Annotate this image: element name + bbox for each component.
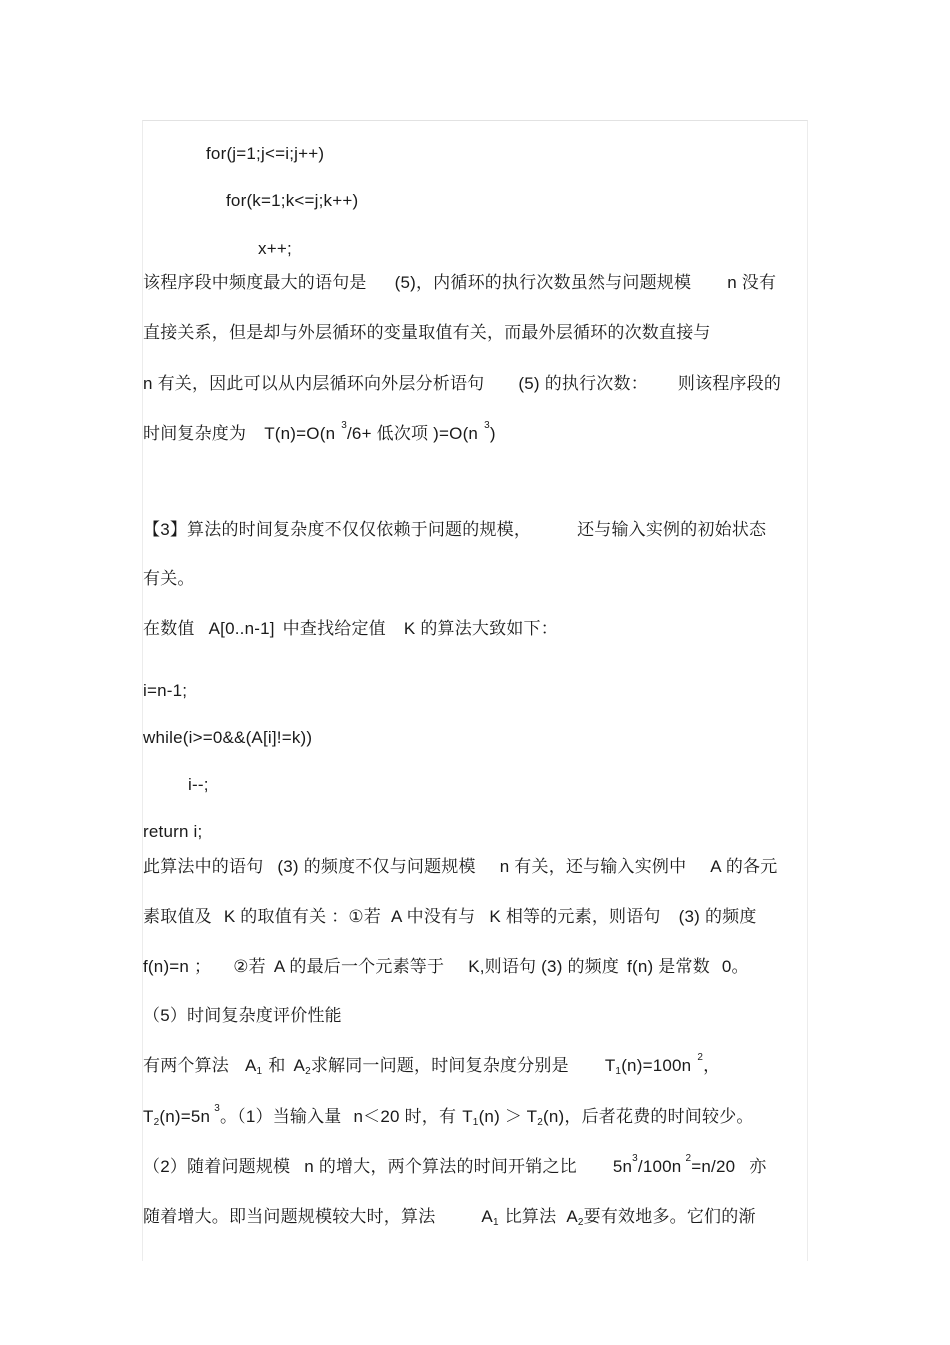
text-span: T(n)=O(n [264,424,336,443]
subscript: 1 [256,1066,263,1077]
text-span: (n)=100n [621,1056,692,1075]
text-span: 则该程序段的 [677,374,782,393]
text-line [143,1052,721,1080]
text-span: K 的取值有关 ：①若 [223,907,382,926]
text-span: (5)，内循环的执行次数虽然与问题规模 [394,273,692,292]
subscript: 2 [305,1066,311,1077]
text-span: A 的最后一个元素等于 [273,957,445,976]
text-span: 在数值 [143,619,195,638]
text-span: /6+ 低次项 )=O(n [347,424,479,443]
text-line [143,1206,756,1231]
text-line [143,272,803,294]
code-line: for(k=1;k<=j;k++) [226,191,359,210]
text-line [143,420,496,445]
code-line: i--; [188,775,209,794]
text-span: ) [489,424,496,443]
text-span: 该程序段中频度最大的语句是 [143,273,367,292]
subscript: 1 [492,1217,499,1228]
text-span: f(n) 是常数 [627,957,710,976]
text-span: 还与输入实例的初始状态 [577,520,767,539]
text-span: 随着增大。即当问题规模较大时，算法 [143,1207,436,1226]
text-span: ②若 [233,957,266,976]
text-span: A[0..n-1] [208,619,275,638]
text-span: 比算法 [504,1207,557,1226]
text-line [143,1103,754,1131]
superscript: 3 [341,420,347,431]
code-line: return i; [143,822,203,841]
text-line [143,373,781,395]
text-span: A 中没有与 [391,907,476,926]
text-span: A [481,1207,493,1226]
text-span: (n)=5n [159,1107,211,1126]
text-line [143,618,558,640]
code-line: for(j=1;j<=i;j++) [206,144,325,163]
text-span: /100n [637,1157,682,1176]
text-span: 求解同一问题，时间复杂度分别是 [310,1056,569,1075]
superscript: 3 [214,1103,220,1114]
text-span: (3) 的频度 [678,907,757,926]
subscript: 1 [472,1117,479,1128]
text-span: A [293,1056,306,1075]
text-span: (3) 的频度不仅与问题规模 [277,857,476,876]
text-span: 此算法中的语句 [143,857,264,876]
text-span: n 没有 [727,273,777,292]
text-span: K,则语句 (3) 的频度 [468,957,620,976]
subscript: 2 [577,1217,584,1228]
text-span: T [462,1107,473,1126]
code-line: x++; [258,239,292,258]
text-span: 有两个算法 [143,1056,229,1075]
superscript: 3 [632,1153,638,1164]
superscript: 3 [484,420,490,431]
text-span: A 的各元 [710,857,778,876]
text-line [143,1153,767,1178]
text-span: f(n)=n ； [143,957,212,976]
text-span: 中查找给定值 [282,619,386,638]
text-span: n 有关，还与输入实例中 [499,857,687,876]
text-span: （2）随着问题规模 [143,1157,291,1176]
text-line: 有关。 [143,569,195,588]
code-line: while(i>=0&&(A[i]!=k)) [143,728,313,747]
text-span: 时间复杂度为 [143,424,247,443]
text-span: (5) 的执行次数： [518,374,648,393]
text-span: 。（1）当输入量 [219,1107,342,1126]
text-span: n 有关，因此可以从内层循环向外层分析语句 [143,374,485,393]
text-span: 0。 [721,957,749,976]
text-line: 直接关系，但是却与外层循环的变量取值有关，而最外层循环的次数直接与 [143,323,711,342]
text-span: n＜20 时，有 [353,1107,457,1126]
text-span: 亦 [749,1157,767,1176]
text-span: A [245,1056,257,1075]
subscript: 2 [537,1117,544,1128]
text-span: K 的算法大致如下： [403,619,558,638]
text-span: ， [703,1056,721,1075]
text-span: A [566,1207,578,1226]
text-span: n 的增大，两个算法的时间开销之比 [304,1157,577,1176]
superscript: 2 [685,1153,692,1164]
subscript: 2 [153,1117,160,1128]
text-span: 5n [612,1157,633,1176]
text-line [143,519,766,541]
text-span: 要有效地多。它们的渐 [583,1207,756,1226]
subscript: 1 [615,1066,622,1077]
text-line [143,906,757,928]
text-span: =n/20 [691,1157,736,1176]
text-span: (n)，后者花费的时间较少。 [543,1107,754,1126]
code-line: i=n-1; [143,681,188,700]
text-span: 和 [268,1056,286,1075]
text-span: 素取值及 [143,907,212,926]
text-span: (n) ＞ T [478,1107,538,1126]
text-span: T [143,1107,154,1126]
text-span: 【3】算法的时间复杂度不仅仅依赖于问题的规模， [143,520,532,539]
section-heading: （5）时间复杂度评价性能 [143,1006,342,1025]
text-span: T [604,1056,616,1075]
text-line [143,956,749,978]
text-line [143,856,777,878]
superscript: 2 [697,1052,704,1063]
text-span: K 相等的元素，则语句 [489,907,661,926]
